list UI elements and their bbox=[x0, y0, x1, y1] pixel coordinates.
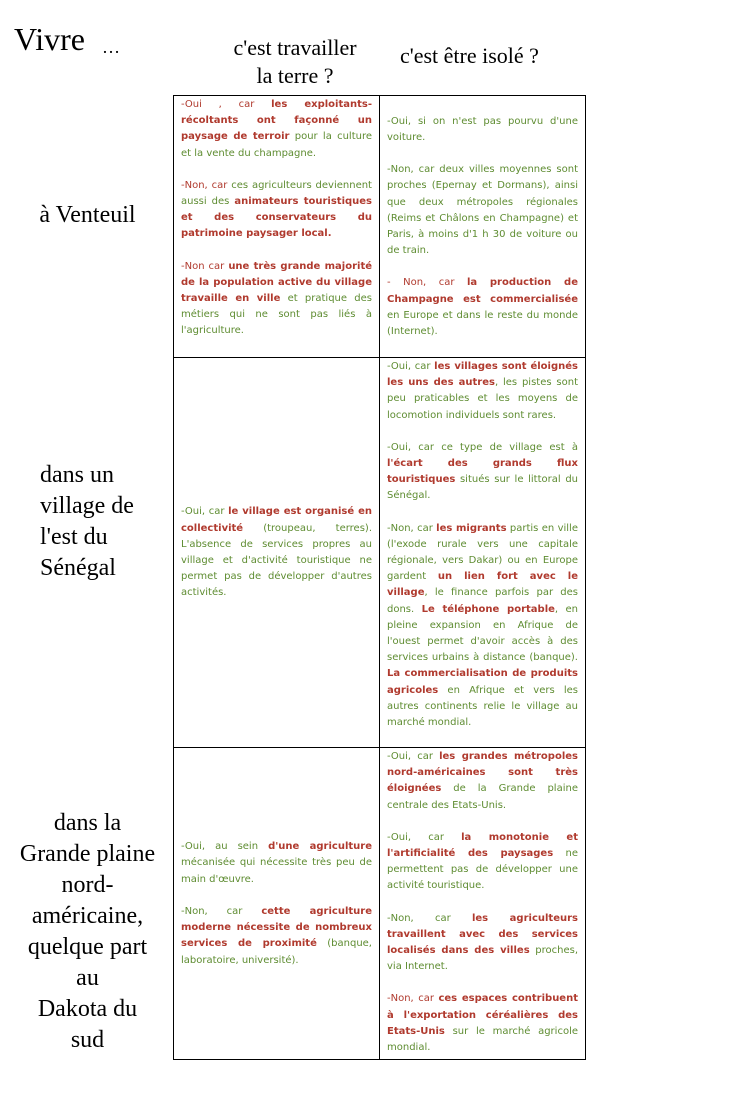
text-run: pour la culture et la vente du champagne. bbox=[181, 131, 372, 159]
text-run: -Non, car bbox=[181, 905, 262, 917]
text-run: proches, via Internet. bbox=[387, 945, 578, 973]
page-title-ellipsis: … bbox=[102, 37, 120, 57]
cell-isole-senegal bbox=[380, 358, 586, 748]
text-run: , en pleine expansion en Afrique de l'ouest permet d'avoir accès à des services urbains à distance (banque). bbox=[387, 603, 578, 664]
row-label-line: dans la bbox=[53, 810, 122, 836]
text-run: en Afrique et vers les autres continents relie le village au marché mondial. bbox=[387, 684, 578, 729]
text-run: un lien fort avec le village bbox=[387, 571, 578, 599]
column-header-line: c'est travailler bbox=[233, 35, 357, 60]
text-run: ne permettent pas de développer une activité touristique. bbox=[387, 848, 578, 892]
row-label-line: village de bbox=[40, 493, 134, 519]
text-run: les villages sont éloignés les uns des autres bbox=[387, 361, 578, 389]
text-run: partis en ville (l'exode rurale vers une capitale régionale, vers Dakar) ou en Europe gardent bbox=[387, 522, 578, 583]
text-run: -Non, car deux villes moyennes sont proches (Epernay et Dormans), ainsi que deux métropoles régionales (Reims et Châlons en Champagne) et Paris, à moins d'1 h 30 de voiture ou de train. bbox=[387, 164, 578, 257]
text-run: Le téléphone portable bbox=[421, 603, 555, 615]
text-run: -Oui, car bbox=[181, 506, 229, 518]
row-label-senegal bbox=[40, 460, 160, 584]
text-run: le village est organisé en collectivité bbox=[181, 506, 372, 534]
cell-paragraph bbox=[181, 259, 372, 340]
text-run: une très grande majorité de la population active du village travaille en ville bbox=[181, 260, 373, 305]
cell-travailler-dakota bbox=[174, 748, 380, 1060]
column-header-travailler bbox=[215, 34, 375, 90]
text-run: de la Grande plaine centrale des Etats-Unis. bbox=[387, 783, 578, 811]
text-run: la monotonie et l'artificialité des paysages bbox=[387, 831, 578, 860]
cell-paragraph bbox=[387, 275, 578, 340]
text-run: -Non car bbox=[181, 260, 229, 272]
cell-paragraph bbox=[387, 521, 578, 732]
text-run: -Oui, si on n'est pas pourvu d'une voiture. bbox=[387, 115, 578, 143]
cell-paragraph bbox=[181, 904, 372, 969]
text-run: -Non, car bbox=[387, 993, 439, 1005]
text-run: -Oui, car ce type de village est à bbox=[387, 441, 578, 453]
text-run: La commercialisation de produits agricoles bbox=[387, 668, 578, 696]
cell-paragraph bbox=[181, 97, 372, 162]
row-label-line: au bbox=[76, 965, 99, 991]
text-run: -Oui, car bbox=[387, 751, 440, 762]
text-run: -Non, car bbox=[387, 912, 472, 924]
text-run: mécanisée qui nécessite très peu de main d'œuvre. bbox=[181, 857, 372, 885]
row-label-dakota bbox=[5, 808, 170, 1056]
text-run: situés sur le littoral du Sénégal. bbox=[387, 474, 578, 502]
text-run: -Non, car bbox=[181, 179, 232, 191]
text-run: -Non, car bbox=[387, 522, 437, 534]
text-run: (troupeau, terres). L'absence de services propres au village et d'activité touristique ne permet pas de développer d'autres activités. bbox=[181, 522, 372, 599]
row-label-line: américaine, bbox=[31, 903, 144, 929]
cell-paragraph bbox=[181, 839, 372, 888]
cell-paragraph bbox=[387, 440, 578, 505]
cell-paragraph bbox=[387, 162, 578, 259]
text-run: les exploitants-récoltants ont façonné un paysage de terroir bbox=[181, 99, 372, 143]
row-label-venteuil bbox=[20, 200, 155, 231]
text-run: les migrants bbox=[436, 522, 507, 534]
text-run: les grandes métropoles nord-américaines sont très éloignées bbox=[387, 751, 578, 795]
row-label-line: sud bbox=[70, 1027, 105, 1053]
cell-paragraph bbox=[387, 911, 578, 976]
cell-travailler-senegal bbox=[174, 358, 380, 748]
text-run: cette agriculture moderne nécessite de nombreux services de proximité bbox=[181, 905, 372, 950]
row-label-line: à Venteuil bbox=[39, 202, 136, 228]
text-run: -Oui, car bbox=[387, 361, 435, 372]
text-run: d'une agriculture bbox=[268, 841, 372, 853]
row-label-line: quelque part bbox=[27, 934, 148, 960]
cell-paragraph bbox=[387, 830, 578, 895]
table-row-senegal bbox=[174, 358, 586, 748]
text-run: les agriculteurs travaillent avec des services localisés dans des villes bbox=[387, 912, 578, 957]
text-run: en Europe et dans le reste du monde (Internet). bbox=[387, 309, 578, 338]
row-label-line: dans un bbox=[40, 462, 114, 488]
text-run: -Oui, au sein bbox=[181, 841, 269, 853]
text-run: animateurs touristiques et des conservateurs du patrimoine paysager local. bbox=[181, 196, 373, 240]
row-label-line: Grande plaine bbox=[19, 841, 156, 867]
cell-isole-venteuil bbox=[380, 96, 586, 358]
cell-paragraph bbox=[181, 504, 372, 601]
text-run: - Non, car bbox=[387, 277, 467, 289]
text-run: ces agriculteurs deviennent aussi des bbox=[181, 179, 372, 208]
cell-paragraph bbox=[387, 991, 578, 1056]
text-run: -Oui, car bbox=[387, 831, 462, 843]
table-row-venteuil bbox=[174, 96, 586, 358]
cell-paragraph bbox=[387, 749, 578, 814]
text-run: la production de Champagne est commercialisée bbox=[387, 277, 578, 305]
comparison-table bbox=[173, 95, 586, 1060]
cell-paragraph bbox=[387, 114, 578, 146]
column-header-isole: c'est être isolé ? bbox=[400, 43, 539, 68]
row-label-line: Sénégal bbox=[40, 555, 116, 581]
text-run: -Oui , car bbox=[181, 99, 272, 110]
text-run: ces espaces contribuent à l'exportation céréalières des Etats-Unis bbox=[387, 993, 578, 1037]
row-label-line: l'est du bbox=[40, 524, 108, 550]
cell-paragraph bbox=[181, 178, 372, 243]
text-run: et pratique des métiers qui ne sont pas liés à l'agriculture. bbox=[181, 293, 372, 337]
cell-paragraph bbox=[387, 359, 578, 424]
text-run: l'écart des grands flux touristiques bbox=[387, 458, 578, 486]
column-header-line: la terre ? bbox=[256, 63, 334, 88]
page-title-vivre: Vivre bbox=[14, 21, 85, 57]
text-run: , les pistes sont peu praticables et les moyens de locomotion individuels sont rares. bbox=[387, 377, 578, 421]
row-label-line: nord- bbox=[61, 872, 114, 898]
row-label-line: Dakota du bbox=[37, 996, 138, 1022]
cell-isole-dakota bbox=[380, 748, 586, 1060]
table-row-dakota bbox=[174, 748, 586, 1060]
text-run: sur le marché agricole mondial. bbox=[387, 1025, 578, 1054]
text-run: , le finance parfois par des dons. bbox=[387, 587, 578, 615]
text-run: (banque, laboratoire, université). bbox=[181, 938, 372, 966]
cell-travailler-venteuil bbox=[174, 96, 380, 358]
